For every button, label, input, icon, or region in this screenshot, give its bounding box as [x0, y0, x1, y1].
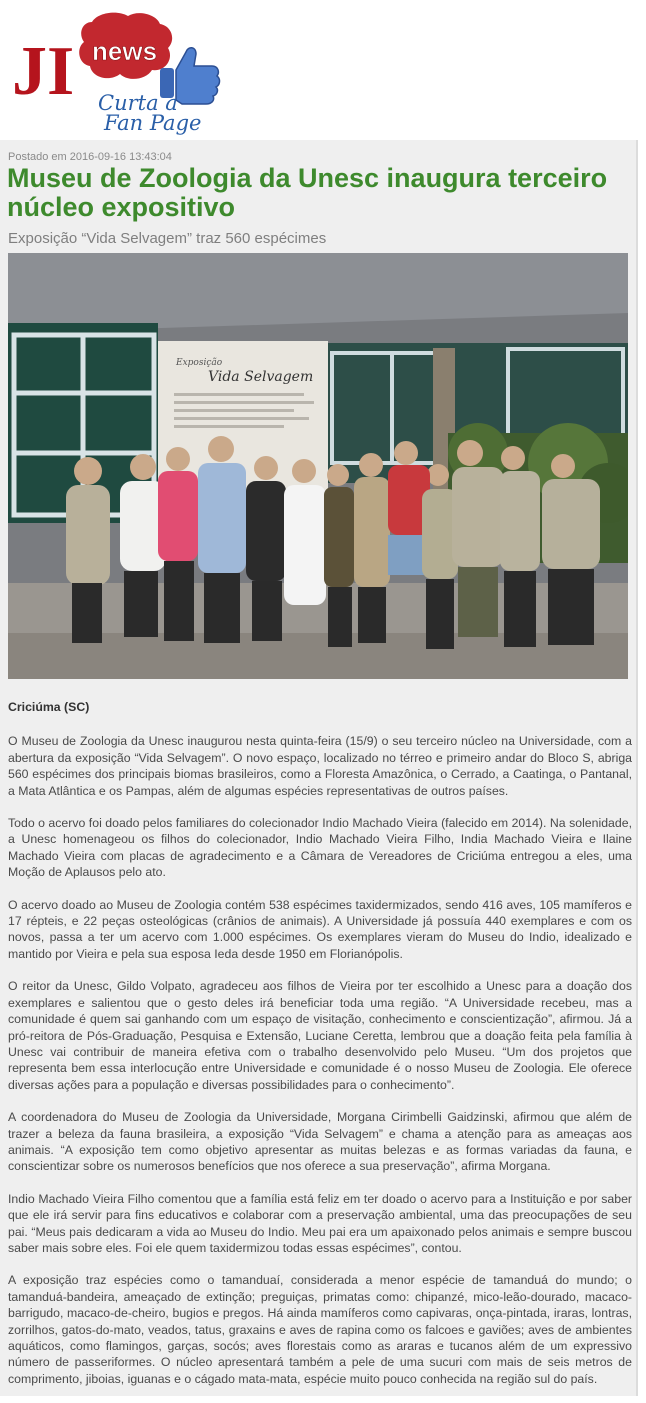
photo-wall-text-line1: Exposição: [176, 358, 223, 368]
article-body: [8, 699, 632, 1403]
post-date: Postado em 2016-09-16 13:43:04: [8, 151, 172, 163]
article-title[interactable]: Museu de Zoologia da Unesc inaugura terceiro núcleo expositivo: [7, 163, 608, 222]
article-paragraph: Todo o acervo foi doado pelos familiares do colecionador Indio Machado Vieira (falecido em 2014). Na solenidade, a Unesc homenageou os filhos do colecionador, Indio Machado Vieira Filho, India Machado Vieira e Ilaine Machado Vieira com placas de agradecimento e a Câmara de Vereadores de Criciúma entregou a eles, uma Moção de Aplausos pelo ato.: [8, 816, 632, 880]
article-location: Criciúma (SC): [8, 700, 90, 714]
site-header: [0, 0, 646, 140]
logo-news-word: news: [92, 36, 158, 66]
logo-ji-letters: JI: [12, 33, 75, 110]
article-paragraph: A exposição traz espécies como o tamanduaí, considerada a menor espécie de tamanduá do mundo; o tamanduá-bandeira, ameaçado de extinção; preguiças, primatas como: chipanzé, mico-leão-dourado, macaco-barrigudo, macaco-de-cheiro, bugios e pregos. Há ainda mamíferos como capivaras, onça-pintada, iraras, lontras, zorrilhos, gatos-do-mato, veados, tatus, graxains e aves de rapina como os falcoes e gaviões; aves de ambientes aquáticos, como flamingos, garças, socós; aves florestais como as araras e tucanos além de um expressivo número de passeriformes. O núcleo apresentará também a pele de uma sucuri com mais de seis metros de comprimento, jiboias, iguanas e o cágado mata-mata, espécie muito pouco conhecida na região sul do país.: [8, 1273, 632, 1386]
article-photo[interactable]: [8, 253, 628, 679]
article-paragraph: O Museu de Zoologia da Unesc inaugurou nesta quinta-feira (15/9) o seu terceiro núcleo na Universidade, com a abertura da exposição “Vida Selvagem”. O novo espaço, localizado no térreo e primeiro andar do Bloco S, abriga 560 espécimes dos principais biomas brasileiros, como a Floresta Amazônica, o Cerrado, a Caatinga, o Pantanal, a Mata Atlântica e os Pampas, além de algumas espécies representativas de outros países.: [8, 734, 632, 798]
article-panel: [0, 140, 638, 1396]
article-paragraph: O reitor da Unesc, Gildo Volpato, agradeceu aos filhos de Vieira por ter escolhido a Unesc para a doação dos exemplares e salientou que o gesto deles irá beneficiar toda uma região. “A Universidade recebeu, mas a comunidade é quem sai ganhando com um espaço de visitação, conhecimento e conscientização”, afirmou. Já a pró-reitora de Pós-Graduação, Pesquisa e Extensão, Luciane Ceretta, lembrou que a doação feita pela família à Unesc vai contribuir de maneira efetiva com o trabalho desenvolvido pelo Museu. “Um dos projetos que representa bem essa interlocução entre Universidade e comunidade é o nosso Museu de Zoologia. Ele oferece diversas ações para a população e diversas possibilidades para o conhecimento”.: [8, 979, 632, 1092]
jinews-logo[interactable]: [10, 8, 230, 136]
article-paragraph: A coordenadora do Museu de Zoologia da Universidade, Morgana Cirimbelli Gaidzinski, afirmou que além de trazer a beleza da fauna brasileira, a exposição “Vida Selvagem” e chama a atenção para as ameaças aos animais. “A exposição tem como objetivo apresentar as muitas belezas e as formas variadas da fauna, e conscientizar sobre os numerosos benefícios que nos oferece a sua preservação”, afirma Morgana.: [8, 1110, 632, 1174]
article-paragraph: Indio Machado Vieira Filho comentou que a família está feliz em ter doado o acervo para a Instituição e por saber que ele irá servir para fins educativos e colaborar com a preservação ambiental, uma das preocupações de seu pai. “Meus pais dedicaram a vida ao Museu do Indio. Meu pai era um apaixonado pelos animais e sempre buscou saber mais sobre eles. Foi ele quem taxidermizou todas essas espécimes”, contou.: [8, 1191, 632, 1255]
logo-tagline-line1: Curta a: [98, 91, 178, 115]
article-paragraph: O acervo doado ao Museu de Zoologia contém 538 espécimes taxidermizados, sendo 416 aves, 105 mamíferos e 17 répteis, e 22 peças osteológicas (crânios de animais). A Universidade já possuía 440 exemplares e com os novos, passa a ter um acervo com 1.000 espécimes. Os exemplares vieram do Museu do Indio, idealizado e mantido por Vieira e pela sua esposa Ieda desde 1950 em Florianópolis.: [8, 897, 632, 961]
photo-wall-text-line2: Vida Selvagem: [208, 369, 314, 385]
logo-tagline-line2: Fan Page: [104, 111, 202, 135]
article-subtitle: Exposição “Vida Selvagem” traz 560 espécimes: [8, 230, 327, 247]
